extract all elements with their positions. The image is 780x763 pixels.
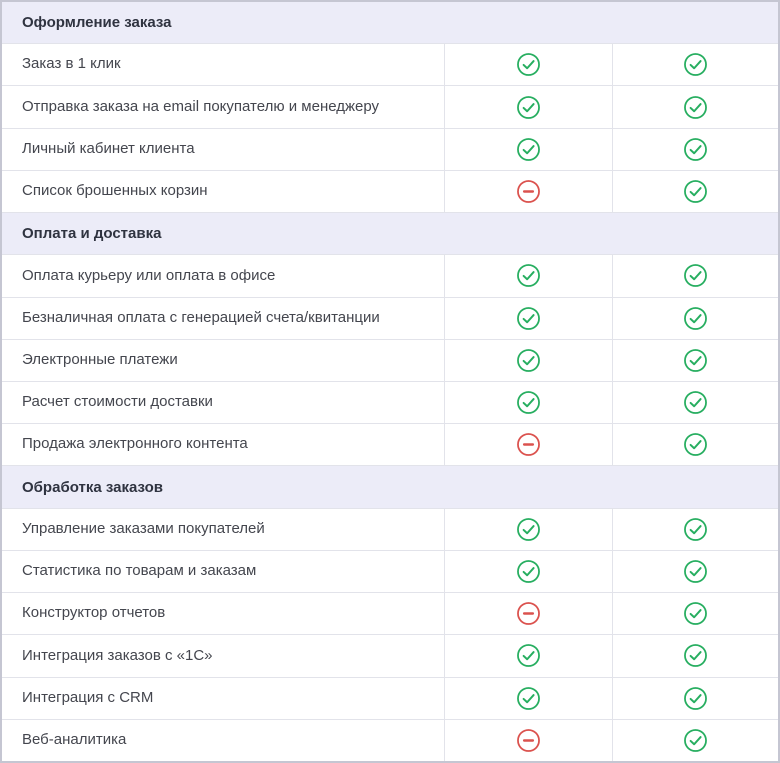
availability-cell: [444, 129, 612, 170]
table-row: [2, 424, 778, 466]
availability-cell: [612, 509, 778, 550]
feature-label: Управление заказами покупателей: [22, 519, 265, 537]
availability-cell: [444, 720, 612, 761]
check-circle-icon: [516, 95, 541, 120]
availability-cell: [444, 678, 612, 719]
minus-circle-icon: [516, 601, 541, 626]
availability-cell: [444, 635, 612, 676]
check-circle-icon: [683, 517, 708, 542]
table-row: [2, 44, 778, 86]
availability-cell: [444, 255, 612, 296]
feature-label: Продажа электронного контента: [22, 435, 248, 453]
check-circle-icon: [516, 306, 541, 331]
check-circle-icon: [516, 263, 541, 288]
check-circle-icon: [683, 179, 708, 204]
check-circle-icon: [683, 686, 708, 711]
table-row: [2, 635, 778, 677]
check-circle-icon: [516, 137, 541, 162]
section-header: [2, 213, 778, 255]
section-title: Обработка заказов: [22, 478, 163, 496]
feature-label: Интеграция заказов с «1С»: [22, 646, 213, 664]
check-circle-icon: [516, 52, 541, 77]
check-circle-icon: [683, 52, 708, 77]
availability-cell: [444, 424, 612, 465]
availability-cell: [444, 171, 612, 212]
feature-label: Статистика по товарам и заказам: [22, 562, 257, 580]
availability-cell: [612, 129, 778, 170]
feature-label: Оплата курьеру или оплата в офисе: [22, 266, 276, 284]
availability-cell: [612, 298, 778, 339]
check-circle-icon: [683, 559, 708, 584]
check-circle-icon: [683, 390, 708, 415]
availability-cell: [612, 171, 778, 212]
availability-cell: [612, 424, 778, 465]
feature-label: Отправка заказа на email покупателю и менеджеру: [22, 97, 380, 115]
feature-label: Безналичная оплата с генерацией счета/квитанции: [22, 308, 380, 326]
feature-label: Заказ в 1 клик: [22, 55, 121, 73]
check-circle-icon: [516, 643, 541, 668]
table-row: [2, 509, 778, 551]
feature-label: Список брошенных корзин: [22, 182, 208, 200]
feature-label: Расчет стоимости доставки: [22, 393, 213, 411]
check-circle-icon: [683, 95, 708, 120]
availability-cell: [444, 509, 612, 550]
check-circle-icon: [516, 686, 541, 711]
availability-cell: [444, 551, 612, 592]
availability-cell: [444, 44, 612, 85]
minus-circle-icon: [516, 432, 541, 457]
table-row: [2, 593, 778, 635]
check-circle-icon: [683, 306, 708, 331]
check-circle-icon: [516, 559, 541, 584]
section-title: Оформление заказа: [22, 14, 172, 32]
minus-circle-icon: [516, 728, 541, 753]
availability-cell: [612, 635, 778, 676]
feature-label: Веб-аналитика: [22, 730, 127, 748]
table-row: [2, 678, 778, 720]
table-row: [2, 129, 778, 171]
table-row: [2, 551, 778, 593]
check-circle-icon: [516, 348, 541, 373]
check-circle-icon: [683, 348, 708, 373]
availability-cell: [612, 382, 778, 423]
check-circle-icon: [683, 643, 708, 668]
availability-cell: [612, 593, 778, 634]
availability-cell: [444, 340, 612, 381]
availability-cell: [444, 298, 612, 339]
availability-cell: [612, 678, 778, 719]
check-circle-icon: [516, 517, 541, 542]
availability-cell: [612, 551, 778, 592]
minus-circle-icon: [516, 179, 541, 204]
availability-cell: [444, 382, 612, 423]
availability-cell: [444, 593, 612, 634]
feature-label: Электронные платежи: [22, 350, 178, 368]
check-circle-icon: [683, 728, 708, 753]
check-circle-icon: [683, 263, 708, 288]
section-title: Оплата и доставка: [22, 225, 162, 243]
check-circle-icon: [683, 601, 708, 626]
table-row: [2, 720, 778, 761]
section-header: [2, 2, 778, 44]
check-circle-icon: [683, 432, 708, 457]
availability-cell: [612, 720, 778, 761]
feature-label: Интеграция с CRM: [22, 688, 154, 706]
table-row: [2, 340, 778, 382]
availability-cell: [612, 340, 778, 381]
availability-cell: [612, 255, 778, 296]
feature-label: Личный кабинет клиента: [22, 139, 195, 157]
section-header: [2, 466, 778, 508]
table-row: [2, 171, 778, 213]
check-circle-icon: [683, 137, 708, 162]
availability-cell: [612, 44, 778, 85]
table-row: [2, 255, 778, 297]
table-row: [2, 382, 778, 424]
check-circle-icon: [516, 390, 541, 415]
availability-cell: [444, 86, 612, 127]
availability-cell: [612, 86, 778, 127]
table-row: [2, 86, 778, 128]
table-row: [2, 298, 778, 340]
feature-label: Конструктор отчетов: [22, 604, 166, 622]
